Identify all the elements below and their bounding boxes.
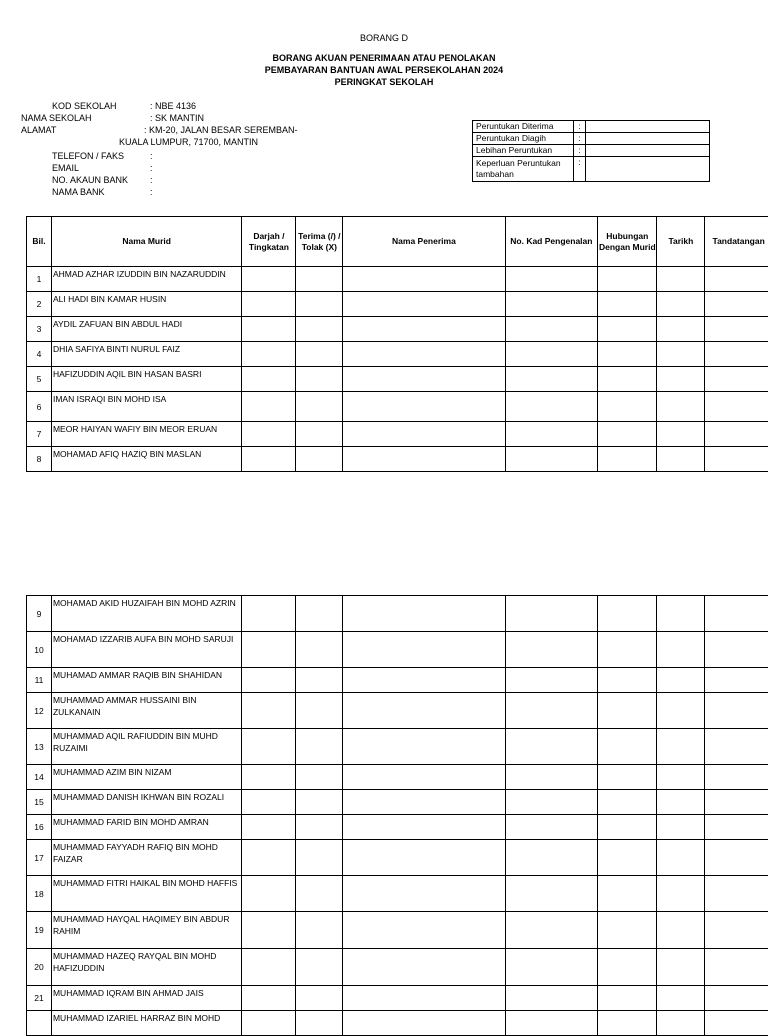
tarikh-cell[interactable]	[657, 765, 705, 790]
nama-sekolah-value: : SK MANTIN	[150, 113, 204, 123]
hubungan-cell[interactable]	[598, 596, 657, 632]
student-name: DHIA SAFIYA BINTI NURUL FAIZ	[51, 342, 241, 367]
table-row	[27, 632, 768, 668]
student-name: ALI HADI BIN KAMAR HUSIN	[51, 292, 241, 317]
tandatangan-cell[interactable]	[705, 912, 768, 949]
table-row	[27, 693, 768, 729]
terima-tolak-cell[interactable]	[296, 367, 343, 392]
kod-sekolah-value: : NBE 4136	[150, 101, 196, 111]
no-kad-cell[interactable]	[505, 815, 598, 840]
nama-penerima-cell[interactable]	[343, 668, 505, 693]
student-name: MUHAMAD AMMAR RAQIB BIN SHAHIDAN	[51, 668, 241, 693]
tarikh-cell[interactable]	[657, 1011, 705, 1036]
summary-value-field[interactable]	[586, 133, 710, 145]
tarikh-cell[interactable]	[657, 447, 705, 472]
student-name: MUHAMMAD AQIL RAFIUDDIN BIN MUHD RUZAIMI	[51, 729, 241, 765]
tandatangan-cell[interactable]	[705, 342, 768, 367]
no-kad-cell[interactable]	[505, 693, 598, 729]
tarikh-cell[interactable]	[657, 876, 705, 912]
nama-penerima-cell[interactable]	[343, 267, 505, 292]
no-kad-cell[interactable]	[505, 447, 598, 472]
summary-colon: :	[574, 157, 586, 182]
tarikh-cell[interactable]	[657, 790, 705, 815]
no-kad-cell[interactable]	[505, 1011, 598, 1036]
row-number: 18	[27, 876, 52, 912]
student-name: MUHAMMAD IQRAM BIN AHMAD JAIS	[51, 986, 241, 1011]
table-row	[27, 267, 768, 292]
table-row	[27, 317, 768, 342]
summary-label: Lebihan Peruntukan	[473, 145, 574, 157]
darjah-cell[interactable]	[242, 367, 296, 392]
table-row	[27, 447, 768, 472]
nama-penerima-cell[interactable]	[343, 292, 505, 317]
no-kad-cell[interactable]	[505, 729, 598, 765]
nama-penerima-cell[interactable]	[343, 765, 505, 790]
no-kad-cell[interactable]	[505, 342, 598, 367]
nama-penerima-cell[interactable]	[343, 317, 505, 342]
darjah-cell[interactable]	[242, 342, 296, 367]
header-terima-tolak: Terima (/) / Tolak (X)	[296, 217, 343, 267]
allocation-summary-table	[472, 120, 710, 182]
hubungan-cell[interactable]	[598, 317, 657, 342]
hubungan-cell[interactable]	[598, 392, 657, 422]
nama-penerima-cell[interactable]	[343, 693, 505, 729]
nama-penerima-cell[interactable]	[343, 815, 505, 840]
row-number	[27, 1011, 52, 1036]
nama-sekolah-label: NAMA SEKOLAH	[21, 113, 92, 123]
table-row	[27, 949, 768, 986]
darjah-cell[interactable]	[242, 267, 296, 292]
terima-tolak-cell[interactable]	[296, 267, 343, 292]
summary-colon: :	[574, 145, 586, 157]
darjah-cell[interactable]	[242, 632, 296, 668]
student-name: HAFIZUDDIN AQIL BIN HASAN BASRI	[51, 367, 241, 392]
tandatangan-cell[interactable]	[705, 729, 768, 765]
tarikh-cell[interactable]	[657, 317, 705, 342]
row-number: 15	[27, 790, 52, 815]
no-kad-cell[interactable]	[505, 292, 598, 317]
header-nama-murid: Nama Murid	[51, 217, 241, 267]
tarikh-cell[interactable]	[657, 840, 705, 876]
row-number: 3	[27, 317, 52, 342]
form-title-line1: BORANG AKUAN PENERIMAAN ATAU PENOLAKAN	[0, 53, 768, 63]
darjah-cell[interactable]	[242, 840, 296, 876]
darjah-cell[interactable]	[242, 765, 296, 790]
darjah-cell[interactable]	[242, 596, 296, 632]
hubungan-cell[interactable]	[598, 668, 657, 693]
table-row	[27, 912, 768, 949]
terima-tolak-cell[interactable]	[296, 1011, 343, 1036]
tarikh-cell[interactable]	[657, 392, 705, 422]
tandatangan-cell[interactable]	[705, 1011, 768, 1036]
header-bil: Bil.	[27, 217, 52, 267]
row-number: 20	[27, 949, 52, 986]
row-number: 8	[27, 447, 52, 472]
student-name: MUHAMMAD FAYYADH RAFIQ BIN MOHD FAIZAR	[51, 840, 241, 876]
summary-row	[473, 121, 710, 133]
row-number: 17	[27, 840, 52, 876]
darjah-cell[interactable]	[242, 949, 296, 986]
tandatangan-cell[interactable]	[705, 765, 768, 790]
tandatangan-cell[interactable]	[705, 790, 768, 815]
summary-label: Keperluan Peruntukan tambahan	[473, 157, 574, 182]
alamat-label: ALAMAT	[21, 125, 56, 135]
terima-tolak-cell[interactable]	[296, 815, 343, 840]
tarikh-cell[interactable]	[657, 292, 705, 317]
nama-penerima-cell[interactable]	[343, 986, 505, 1011]
hubungan-cell[interactable]	[598, 729, 657, 765]
hubungan-cell[interactable]	[598, 876, 657, 912]
terima-tolak-cell[interactable]	[296, 317, 343, 342]
terima-tolak-cell[interactable]	[296, 422, 343, 447]
darjah-cell[interactable]	[242, 292, 296, 317]
header-tarikh: Tarikh	[657, 217, 705, 267]
darjah-cell[interactable]	[242, 392, 296, 422]
terima-tolak-cell[interactable]	[296, 729, 343, 765]
darjah-cell[interactable]	[242, 668, 296, 693]
tarikh-cell[interactable]	[657, 693, 705, 729]
email-label: EMAIL	[52, 163, 79, 173]
student-name: MUHAMMAD FARID BIN MOHD AMRAN	[51, 815, 241, 840]
tarikh-cell[interactable]	[657, 729, 705, 765]
tandatangan-cell[interactable]	[705, 949, 768, 986]
table-row	[27, 596, 768, 632]
terima-tolak-cell[interactable]	[296, 876, 343, 912]
table-row	[27, 790, 768, 815]
no-kad-cell[interactable]	[505, 840, 598, 876]
darjah-cell[interactable]	[242, 422, 296, 447]
terima-tolak-cell[interactable]	[296, 632, 343, 668]
no-kad-cell[interactable]	[505, 317, 598, 342]
summary-value-field[interactable]	[586, 121, 710, 133]
darjah-cell[interactable]	[242, 1011, 296, 1036]
terima-tolak-cell[interactable]	[296, 392, 343, 422]
hubungan-cell[interactable]	[598, 986, 657, 1011]
row-number: 13	[27, 729, 52, 765]
table-row	[27, 986, 768, 1011]
darjah-cell[interactable]	[242, 912, 296, 949]
email-colon: :	[150, 163, 153, 173]
tandatangan-cell[interactable]	[705, 392, 768, 422]
no-kad-cell[interactable]	[505, 632, 598, 668]
row-number: 9	[27, 596, 52, 632]
tandatangan-cell[interactable]	[705, 367, 768, 392]
nama-bank-label: NAMA BANK	[52, 187, 105, 197]
terima-tolak-cell[interactable]	[296, 342, 343, 367]
summary-label: Peruntukan Diterima	[473, 121, 574, 133]
table-row	[27, 840, 768, 876]
header-no-kad: No. Kad Pengenalan	[505, 217, 598, 267]
terima-tolak-cell[interactable]	[296, 765, 343, 790]
row-number: 11	[27, 668, 52, 693]
student-name: MOHAMAD AKID HUZAIFAH BIN MOHD AZRIN	[51, 596, 241, 632]
no-kad-cell[interactable]	[505, 596, 598, 632]
summary-value-field[interactable]	[586, 145, 710, 157]
header-nama-penerima: Nama Penerima	[343, 217, 505, 267]
kod-sekolah-label: KOD SEKOLAH	[52, 101, 117, 111]
summary-row	[473, 157, 710, 182]
tandatangan-cell[interactable]	[705, 422, 768, 447]
hubungan-cell[interactable]	[598, 267, 657, 292]
tarikh-cell[interactable]	[657, 596, 705, 632]
summary-value-field[interactable]	[586, 157, 710, 182]
summary-colon: :	[574, 133, 586, 145]
tandatangan-cell[interactable]	[705, 267, 768, 292]
hubungan-cell[interactable]	[598, 632, 657, 668]
terima-tolak-cell[interactable]	[296, 986, 343, 1011]
tandatangan-cell[interactable]	[705, 876, 768, 912]
row-number: 1	[27, 267, 52, 292]
student-name: IMAN ISRAQI BIN MOHD ISA	[51, 392, 241, 422]
tandatangan-cell[interactable]	[705, 668, 768, 693]
row-number: 5	[27, 367, 52, 392]
no-kad-cell[interactable]	[505, 392, 598, 422]
table-header-row	[27, 217, 768, 267]
nama-penerima-cell[interactable]	[343, 422, 505, 447]
tarikh-cell[interactable]	[657, 912, 705, 949]
no-kad-cell[interactable]	[505, 986, 598, 1011]
nama-bank-colon: :	[150, 187, 153, 197]
darjah-cell[interactable]	[242, 729, 296, 765]
nama-penerima-cell[interactable]	[343, 596, 505, 632]
terima-tolak-cell[interactable]	[296, 596, 343, 632]
table-row	[27, 342, 768, 367]
nama-penerima-cell[interactable]	[343, 876, 505, 912]
student-name: AHMAD AZHAR IZUDDIN BIN NAZARUDDIN	[51, 267, 241, 292]
table-row	[27, 392, 768, 422]
no-kad-cell[interactable]	[505, 267, 598, 292]
summary-row	[473, 133, 710, 145]
no-kad-cell[interactable]	[505, 949, 598, 986]
row-number: 2	[27, 292, 52, 317]
student-name: MUHAMMAD DANISH IKHWAN BIN ROZALI	[51, 790, 241, 815]
row-number: 6	[27, 392, 52, 422]
row-number: 10	[27, 632, 52, 668]
nama-penerima-cell[interactable]	[343, 790, 505, 815]
tarikh-cell[interactable]	[657, 342, 705, 367]
nama-penerima-cell[interactable]	[343, 912, 505, 949]
hubungan-cell[interactable]	[598, 292, 657, 317]
nama-penerima-cell[interactable]	[343, 1011, 505, 1036]
hubungan-cell[interactable]	[598, 693, 657, 729]
row-number: 7	[27, 422, 52, 447]
row-number: 19	[27, 912, 52, 949]
tarikh-cell[interactable]	[657, 986, 705, 1011]
header-hubungan: Hubungan Dengan Murid	[598, 217, 657, 267]
header-darjah: Darjah / Tingkatan	[242, 217, 296, 267]
summary-colon: :	[574, 121, 586, 133]
tandatangan-cell[interactable]	[705, 292, 768, 317]
hubungan-cell[interactable]	[598, 342, 657, 367]
tarikh-cell[interactable]	[657, 668, 705, 693]
tarikh-cell[interactable]	[657, 815, 705, 840]
tarikh-cell[interactable]	[657, 367, 705, 392]
form-code: BORANG D	[0, 33, 768, 43]
tandatangan-cell[interactable]	[705, 317, 768, 342]
no-kad-cell[interactable]	[505, 876, 598, 912]
terima-tolak-cell[interactable]	[296, 912, 343, 949]
tarikh-cell[interactable]	[657, 632, 705, 668]
alamat-value-line2: KUALA LUMPUR, 71700, MANTIN	[119, 137, 258, 147]
hubungan-cell[interactable]	[598, 790, 657, 815]
no-kad-cell[interactable]	[505, 367, 598, 392]
darjah-cell[interactable]	[242, 815, 296, 840]
telefon-colon: :	[150, 151, 153, 161]
student-name: MUHAMMAD HAZEQ RAYQAL BIN MOHD HAFIZUDDIN	[51, 949, 241, 986]
row-number: 4	[27, 342, 52, 367]
student-table-page2	[26, 595, 768, 1036]
no-kad-cell[interactable]	[505, 912, 598, 949]
table-row	[27, 815, 768, 840]
terima-tolak-cell[interactable]	[296, 790, 343, 815]
form-title-line3: PERINGKAT SEKOLAH	[0, 77, 768, 87]
akaun-bank-label: NO. AKAUN BANK	[52, 175, 128, 185]
terima-tolak-cell[interactable]	[296, 292, 343, 317]
student-name: AYDIL ZAFUAN BIN ABDUL HADI	[51, 317, 241, 342]
nama-penerima-cell[interactable]	[343, 949, 505, 986]
darjah-cell[interactable]	[242, 986, 296, 1011]
table-row	[27, 422, 768, 447]
hubungan-cell[interactable]	[598, 447, 657, 472]
table-row	[27, 729, 768, 765]
darjah-cell[interactable]	[242, 693, 296, 729]
hubungan-cell[interactable]	[598, 367, 657, 392]
nama-penerima-cell[interactable]	[343, 447, 505, 472]
student-name: MOHAMAD AFIQ HAZIQ BIN MASLAN	[51, 447, 241, 472]
nama-penerima-cell[interactable]	[343, 392, 505, 422]
telefon-label: TELEFON / FAKS	[52, 151, 124, 161]
hubungan-cell[interactable]	[598, 840, 657, 876]
student-name: MUHAMMAD AMMAR HUSSAINI BIN ZULKANAIN	[51, 693, 241, 729]
hubungan-cell[interactable]	[598, 949, 657, 986]
terima-tolak-cell[interactable]	[296, 668, 343, 693]
form-title-line2: PEMBAYARAN BANTUAN AWAL PERSEKOLAHAN 2024	[0, 65, 768, 75]
student-name: MUHAMMAD IZARIEL HARRAZ BIN MOHD	[51, 1011, 241, 1036]
tarikh-cell[interactable]	[657, 267, 705, 292]
tandatangan-cell[interactable]	[705, 840, 768, 876]
student-name: MOHAMAD IZZARIB AUFA BIN MOHD SARUJI	[51, 632, 241, 668]
student-name: MUHAMMAD HAYQAL HAQIMEY BIN ABDUR RAHIM	[51, 912, 241, 949]
hubungan-cell[interactable]	[598, 1011, 657, 1036]
tandatangan-cell[interactable]	[705, 986, 768, 1011]
darjah-cell[interactable]	[242, 790, 296, 815]
nama-penerima-cell[interactable]	[343, 342, 505, 367]
tarikh-cell[interactable]	[657, 949, 705, 986]
hubungan-cell[interactable]	[598, 765, 657, 790]
student-table-page1	[26, 216, 768, 472]
terima-tolak-cell[interactable]	[296, 949, 343, 986]
hubungan-cell[interactable]	[598, 815, 657, 840]
darjah-cell[interactable]	[242, 317, 296, 342]
no-kad-cell[interactable]	[505, 765, 598, 790]
table-row	[27, 1011, 768, 1036]
hubungan-cell[interactable]	[598, 912, 657, 949]
nama-penerima-cell[interactable]	[343, 367, 505, 392]
nama-penerima-cell[interactable]	[343, 729, 505, 765]
row-number: 14	[27, 765, 52, 790]
terima-tolak-cell[interactable]	[296, 693, 343, 729]
table-row	[27, 367, 768, 392]
tandatangan-cell[interactable]	[705, 693, 768, 729]
terima-tolak-cell[interactable]	[296, 447, 343, 472]
table-row	[27, 292, 768, 317]
hubungan-cell[interactable]	[598, 422, 657, 447]
student-name: MUHAMMAD FITRI HAIKAL BIN MOHD HAFFIS	[51, 876, 241, 912]
no-kad-cell[interactable]	[505, 790, 598, 815]
tandatangan-cell[interactable]	[705, 815, 768, 840]
row-number: 12	[27, 693, 52, 729]
summary-row	[473, 145, 710, 157]
table-row	[27, 765, 768, 790]
no-kad-cell[interactable]	[505, 422, 598, 447]
tandatangan-cell[interactable]	[705, 447, 768, 472]
student-name: MEOR HAIYAN WAFIY BIN MEOR ERUAN	[51, 422, 241, 447]
table-row	[27, 668, 768, 693]
darjah-cell[interactable]	[242, 447, 296, 472]
nama-penerima-cell[interactable]	[343, 840, 505, 876]
terima-tolak-cell[interactable]	[296, 840, 343, 876]
akaun-bank-colon: :	[150, 175, 153, 185]
student-name: MUHAMMAD AZIM BIN NIZAM	[51, 765, 241, 790]
row-number: 21	[27, 986, 52, 1011]
darjah-cell[interactable]	[242, 876, 296, 912]
no-kad-cell[interactable]	[505, 668, 598, 693]
row-number: 16	[27, 815, 52, 840]
tandatangan-cell[interactable]	[705, 596, 768, 632]
tandatangan-cell[interactable]	[705, 632, 768, 668]
summary-label: Peruntukan Diagih	[473, 133, 574, 145]
nama-penerima-cell[interactable]	[343, 632, 505, 668]
alamat-value-line1: : KM-20, JALAN BESAR SEREMBAN-	[144, 125, 298, 135]
header-tandatangan: Tandatangan	[705, 217, 768, 267]
table-row	[27, 876, 768, 912]
tarikh-cell[interactable]	[657, 422, 705, 447]
